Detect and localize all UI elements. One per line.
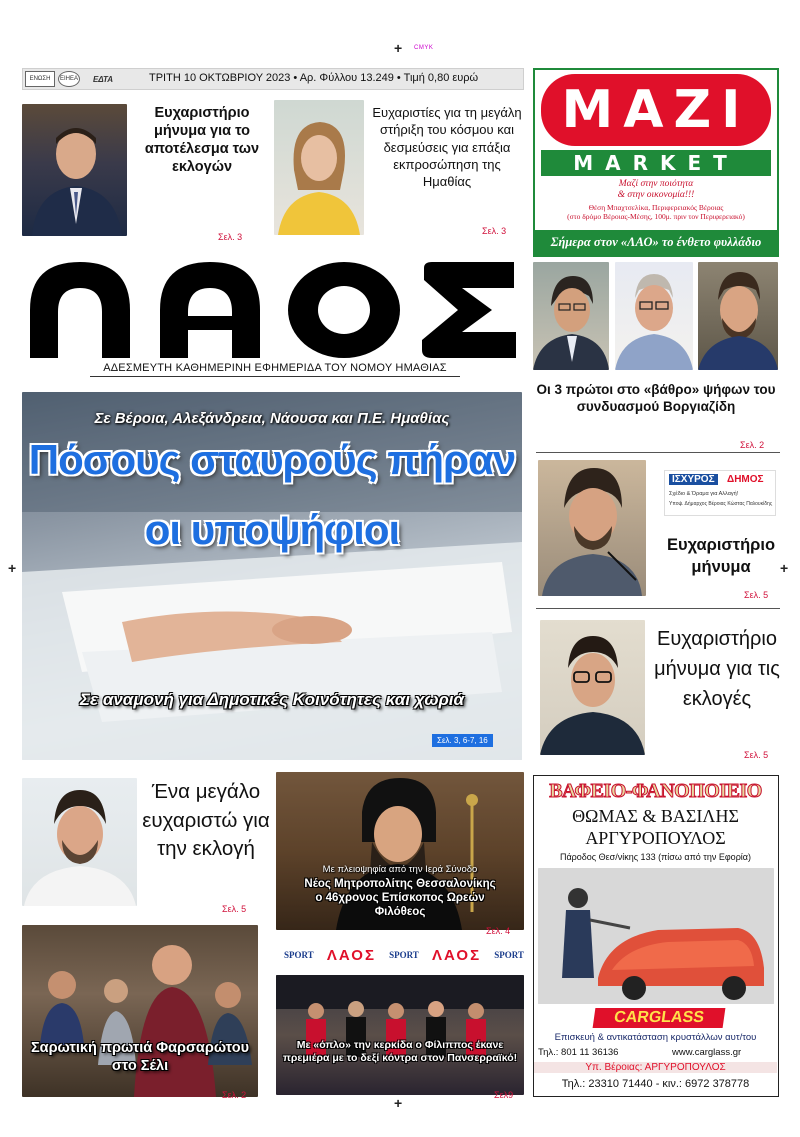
ad-paint-names2: ΑΡΓΥΡΟΠΟΥΛΟΣ [585, 828, 726, 848]
photo-metropolitan[interactable] [276, 772, 524, 930]
isxyros-logo-sub2: Υποψ. Δήμαρχος Βέροιας Κώστας Παλουκίδης [669, 501, 773, 507]
ad-mazi-market[interactable] [533, 68, 779, 257]
photo-election-night[interactable] [22, 925, 258, 1097]
sport-bar[interactable] [284, 945, 524, 965]
lead-photo-ballots[interactable] [22, 392, 522, 760]
story1-title[interactable]: Ευχαριστήριο μήνυμα για το αποτέλεσμα των εκλογών [144, 105, 260, 176]
portrait-3-icon [533, 262, 609, 370]
portrait-4-icon [615, 262, 693, 370]
cmyk-mark: CMYK [414, 45, 434, 51]
story4-page: Σελ. 5 [744, 590, 769, 600]
dateline-bar [22, 68, 524, 90]
isxyros-dimos-logo [664, 470, 776, 516]
story1-page: Σελ. 3 [218, 232, 243, 242]
lead-headline-2: οι υποψήφιοι [144, 506, 400, 553]
story6-page: Σελ. 5 [222, 904, 247, 914]
mazi-banner: Σήμερα στον «ΛΑΟ» το ένθετο φυλλάδιο [535, 230, 777, 255]
story9-page: Σελ9 [494, 1090, 514, 1100]
ad-paint-service: Επισκευή & αντικατάσταση κρυστάλλων αυτ/του [554, 1032, 757, 1043]
ad-body-shop[interactable] [533, 775, 779, 1097]
portrait-8-icon [22, 778, 137, 906]
isxyros-logo-sub1: Σχέδιο & Όραμα για Αλλαγή! [669, 491, 739, 497]
sport-label-1: SPORT [284, 950, 314, 960]
story8-page: Σελ. 2 [222, 1090, 247, 1100]
mazi-green-bar [541, 150, 771, 176]
registration-mark-right: + [780, 560, 789, 576]
ad-paint-photo [538, 868, 774, 1004]
ad-paint-phone: Τηλ.: 801 11 36136 [538, 1047, 619, 1058]
photo-mayor [538, 460, 646, 596]
header-logos [25, 71, 123, 87]
story5-title[interactable]: Ευχαριστήριο μήνυμα για τις εκλογές [654, 628, 780, 710]
sport-label-2: SPORT [389, 950, 419, 960]
lead-kicker: Σε Βέροια, Αλεξάνδρεια, Νάουσα και Π.Ε. Ημαθίας [94, 410, 450, 427]
sport-laos-2: ΛΑΟΣ [431, 946, 482, 964]
portrait-6-icon [538, 460, 646, 596]
masthead-tagline: ΑΔΕΣΜΕΥΤΗ ΚΑΘΗΜΕΡΙΝΗ ΕΦΗΜΕΡΙΔΑ ΤΟΥ ΝΟΜΟΥ ΗΜΑΘΙΑΣ [90, 362, 460, 377]
photo-politician-2 [274, 100, 364, 235]
registration-mark-top: + [394, 40, 403, 56]
logo-enosi: ΕΝΩΣΗ [25, 71, 55, 87]
mazi-brand-bottom: MARKET [573, 151, 739, 175]
ad-paint-brand: CARGLASS [593, 1008, 726, 1028]
mazi-address-2: (στο δρόμο Βέροιας-Μέσης, 100μ. πριν τον Περιφερειακό) [567, 212, 745, 222]
photo-politician-1 [22, 104, 127, 236]
sport-label-3: SPORT [494, 950, 524, 960]
isxyros-logo-line2: ΔΗΜΟΣ [727, 474, 764, 485]
story9-title: Με «όπλο» την κερκίδα ο Φίλιππος έκανε πρεμιέρα με το δεξί κόντρα στον Πανσερραϊκό! [282, 1039, 518, 1065]
photo-candidate-a [533, 262, 609, 370]
portrait-2-icon [274, 100, 364, 235]
ad-paint-branch: Υπ. Βέροιας: ΑΡΓΥΡΟΠΟΥΛΟΣ [534, 1062, 777, 1073]
story5-page: Σελ. 5 [744, 750, 769, 760]
story6-title[interactable]: Ένα μεγάλο ευχαριστώ για την εκλογή [142, 780, 270, 861]
lead-subline: Σε αναμονή για Δημοτικές Κοινότητες και χωριά [79, 690, 465, 709]
story8-title: Σαρωτική πρωτιά Φαρσαρώτου στο Σέλι [30, 1040, 250, 1075]
ad-paint-web: www.carglass.gr [672, 1047, 742, 1058]
dateline: ΤΡΙΤΗ 10 ΟΚΤΩΒΡΙΟΥ 2023 • Αρ. Φύλλου 13.249 • Τιμή 0,80 ευρώ [149, 72, 479, 84]
logo-edta: ΕΔΤΑ [92, 74, 114, 84]
mazi-address-1: Θέση Μπαχτσελίκα, Περιφερειακός Βέροιας [588, 203, 724, 212]
story2-page: Σελ. 3 [482, 226, 507, 236]
mazi-brand-top: MAZI [561, 80, 751, 140]
story2-title[interactable]: Ευχαριστίες για τη μεγάλη στήριξη του κόσμου και δεσμεύσεις για επάξια εκπροσώπηση της Ημαθίας [372, 105, 522, 190]
ad-paint-contact: Τηλ.: 23310 71440 - κιν.: 6972 378778 [561, 1078, 750, 1090]
story7-page: Σελ. 4 [486, 926, 511, 936]
mazi-slogan-1: Μαζί στην ποιότητα [618, 179, 694, 189]
isxyros-logo-line1: ΙΣΧΥΡΟΣ [669, 474, 718, 485]
mazi-slogan-2: & στην οικονομία!!! [617, 189, 695, 200]
team-huddle-icon [276, 975, 524, 1095]
mazi-red-oval [541, 74, 771, 146]
portrait-5-icon [698, 262, 778, 370]
lead-pages: Σελ. 3, 6-7, 16 [432, 734, 493, 747]
ad-paint-address: Πάροδος Θεσ/νίκης 133 (πίσω από την Εφορία) [559, 852, 752, 862]
story7-kicker: Με πλειοψηφία από την Ιερά Σύνοδο [322, 864, 478, 875]
car-spraying-icon [538, 868, 774, 1004]
masthead-logo [22, 258, 522, 360]
story3-page: Σελ. 2 [740, 440, 765, 450]
story3-title[interactable]: Οι 3 πρώτοι στο «βάθρο» ψήφων του συνδυασμού Βοργιαζίδη [536, 382, 776, 414]
right-col-divider-1 [536, 452, 780, 453]
ad-paint-names1: ΘΩΜΑΣ & ΒΑΣΙΛΗΣ [572, 806, 739, 826]
registration-mark-bottom: + [394, 1095, 403, 1111]
story4-title[interactable]: Ευχαριστήριο μήνυμα [666, 536, 776, 577]
lead-headline-1: Πόσους σταυρούς πήραν [28, 436, 516, 483]
photo-candidate-e [22, 778, 137, 906]
mazi-slogans [535, 179, 777, 201]
photo-candidate-d [540, 620, 645, 755]
photo-candidate-b [615, 262, 693, 370]
portrait-1-icon [22, 104, 127, 236]
laos-wordmark-icon [22, 258, 522, 360]
ad-paint-title: ΒΑΦΕΙΟ-ΦΑΝΟΠΟΙΕΙΟ [549, 780, 762, 802]
story7-title: Νέος Μητροπολίτης Θεσσαλονίκης ο 46χρονος Επίσκοπος Ωρεών Φιλόθεος [304, 878, 496, 918]
mazi-address [535, 203, 777, 222]
portrait-7-icon [540, 620, 645, 755]
registration-mark-left: + [8, 560, 17, 576]
sport-laos-1: ΛΑΟΣ [326, 946, 376, 964]
right-col-divider-2 [536, 608, 780, 609]
photo-basketball[interactable] [276, 975, 524, 1095]
logo-eiiea: ΕΙΗΕΑ [58, 71, 80, 87]
photo-candidate-c [698, 262, 778, 370]
